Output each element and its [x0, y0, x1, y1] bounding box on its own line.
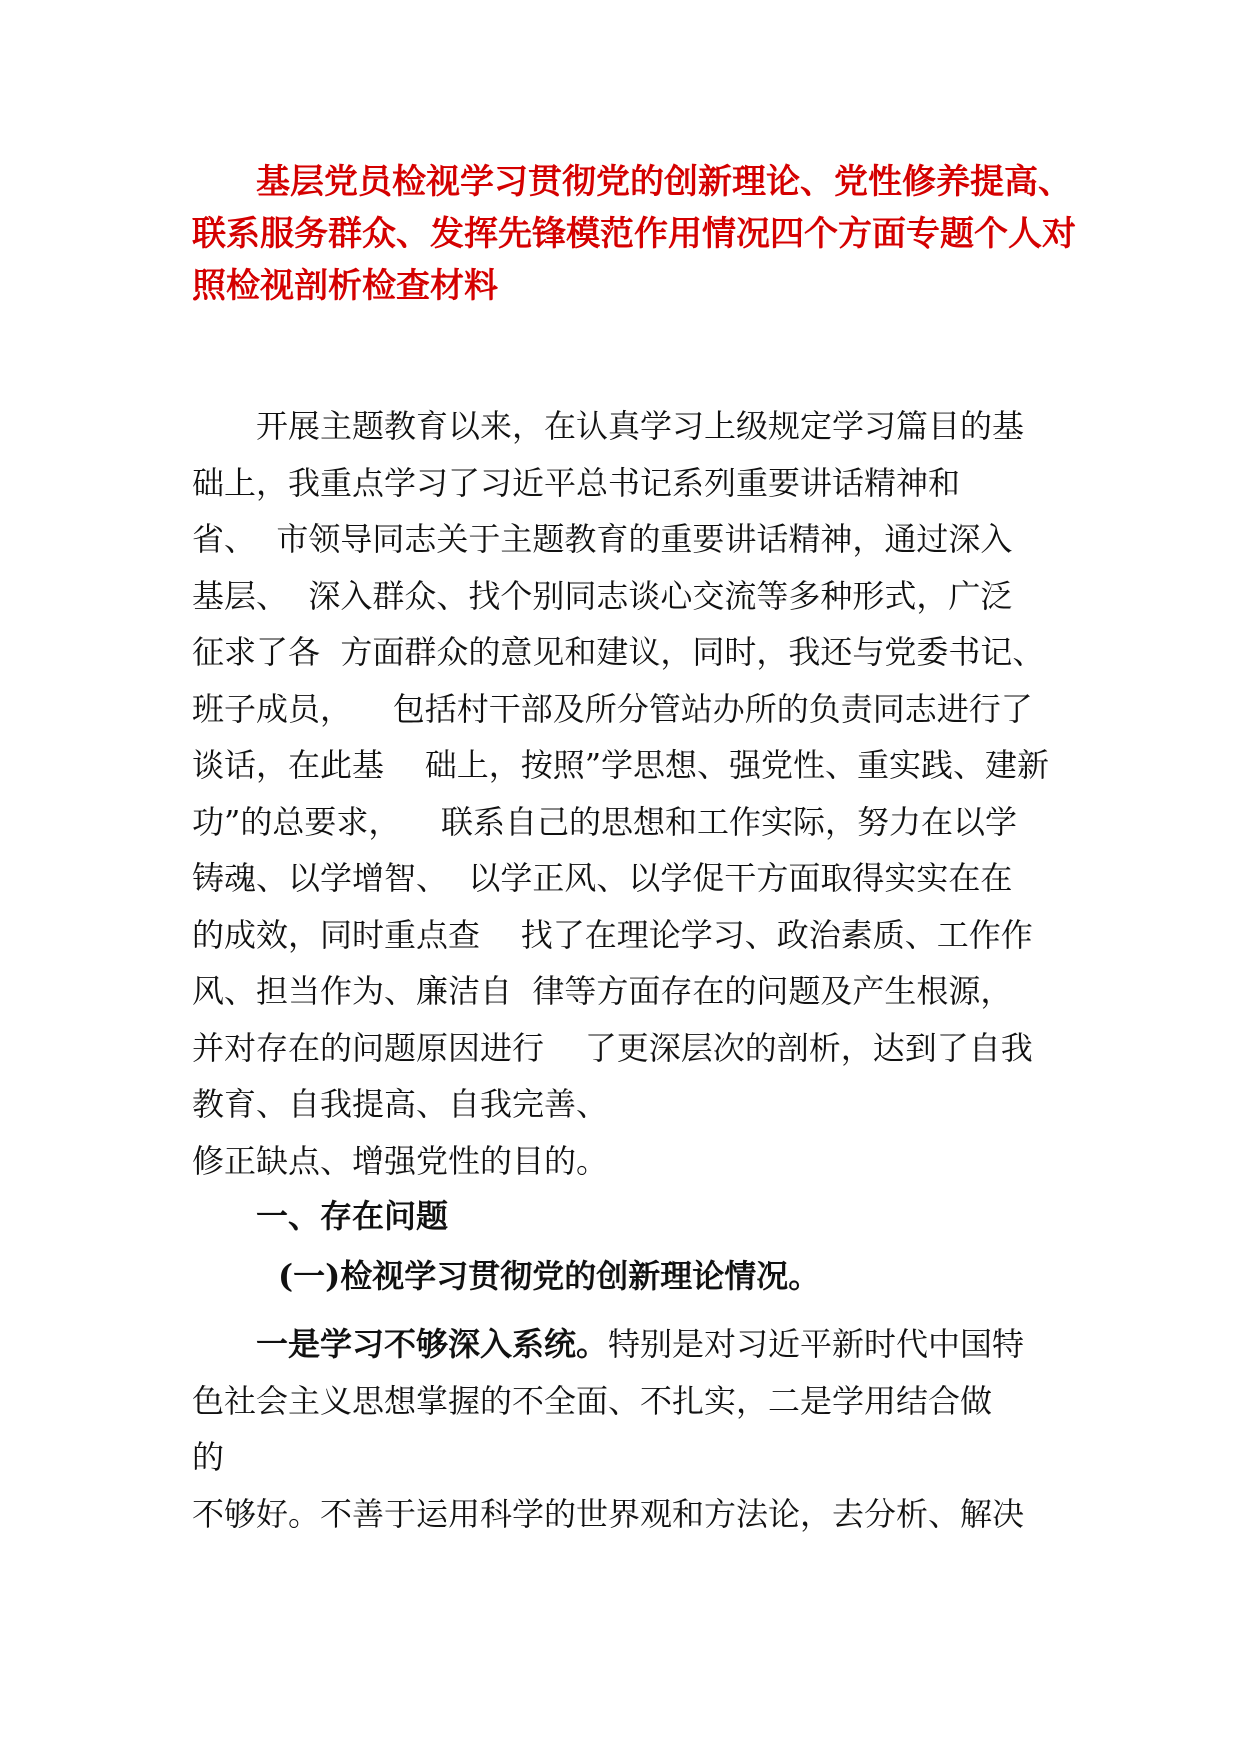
title-line: 基层党员检视学习贯彻党的创新理论、党性修养提高、	[256, 162, 1072, 202]
paragraph-line: 风、担当作为、廉洁自 律等方面存在的问题及产生根源，	[192, 972, 1013, 1010]
paragraph-line: 开展主题教育以来，在认真学习上级规定学习篇目的基	[256, 407, 1025, 445]
point-lead: 一是学习不够深入系统。	[256, 1325, 609, 1363]
paragraph-line: 并对存在的问题原因进行 了更深层次的剖析，达到了自我	[192, 1028, 1033, 1067]
paragraph-line: 的	[192, 1438, 225, 1476]
paragraph-line: 色社会主义思想掌握的不全面、不扎实，二是学用结合做	[192, 1381, 993, 1420]
paragraph-line: 的成效，同时重点查 找了在理论学习、政治素质、工作作	[192, 915, 1033, 954]
paragraph-line: 不够好。不善于运用科学的世界观和方法论，去分析、解决	[192, 1494, 1025, 1533]
point-text: 特别是对习近平新时代中国特	[608, 1325, 1025, 1363]
paragraph-line: 谈话，在此基 础上，按照”学思想、强党性、重实践、建新	[192, 746, 1050, 784]
point-paragraph	[192, 1316, 1072, 1542]
paragraph-line: 班子成员， 包括村干部及所分管站办所的负责同志进行了	[192, 689, 1033, 728]
title-line: 照检视剖析检查材料	[192, 266, 498, 306]
paragraph-line: 修正缺点、增强党性的目的。	[192, 1141, 609, 1180]
intro-paragraph	[192, 398, 1072, 1189]
section-heading: 一、存在问题	[256, 1197, 449, 1235]
document-title	[192, 156, 1076, 312]
paragraph-line: 省、 市领导同志关于主题教育的重要讲话精神，通过深入	[192, 520, 1013, 558]
paragraph-line: 基层、 深入群众、找个别同志谈心交流等多种形式，广泛	[192, 576, 1013, 615]
title-line: 联系服务群众、发挥先锋模范作用情况四个方面专题个人对	[192, 214, 1076, 254]
paragraph-line: 征求了各 方面群众的意见和建议，同时，我还与党委书记、	[192, 633, 1045, 671]
paragraph-line	[192, 1316, 1072, 1373]
paragraph-line: 铸魂、以学增智、 以学正风、以学促干方面取得实实在在	[192, 859, 1013, 897]
paragraph-line: 教育、自我提高、自我完善、	[192, 1085, 609, 1123]
paragraph-line: 础上，我重点学习了习近平总书记系列重要讲话精神和	[192, 463, 961, 502]
subsection-heading: (一)检视学习贯彻党的创新理论情况。	[278, 1257, 821, 1295]
paragraph-line: 功”的总要求， 联系自己的思想和工作实际，努力在以学	[192, 802, 1018, 841]
